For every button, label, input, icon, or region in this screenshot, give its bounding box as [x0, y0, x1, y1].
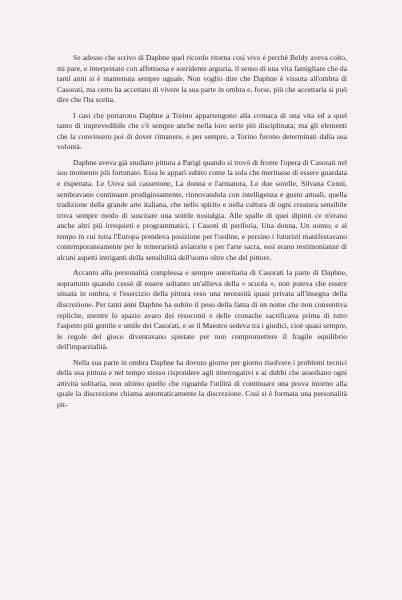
- body-text: [57, 53, 347, 411]
- paragraph: Daphne aveva già studiato pittura a Parigi quando si trovò di fronte l'opera di Casorati nel suo momento più fortunato. Essa le apparì subito come la sola che meritasse di essere guardata e rispettata. Le Uova sul cassettone, La donna e l'armatura, Le due sorelle, Silvana Cenni, sembravano continuare prodigiosamente, rinnovandola con intelligenza e gusto attuali, quella tradizione della grande arte italiana, che nello spirito e nella cultura di ogni creatura sensibile trova sempre modo di suscitare una sottile nostalgia. Alle spalle di quei dipinti ce n'erano anche altri più irrequieti e programmatici, i Casoni di periferia, Una donna, Un uomo; e al tempo in cui tutta l'Europa prendeva posizione per l'ordine, e persino i futuristi manifestavano contemporaneamente per le temerarietà aviatorie e per l'arte sacra, essi erano testimonianze di alcuni aspetti intriganti della sensibilità dell'uomo oltre che del pittore.: [57, 157, 347, 262]
- paragraph: I casi che portarono Daphne a Torino appartengono alla cronaca di una vita ed a quel tanto di imprevedibile che c'è sempre anche nella loro serie più disciplinata; ma gli elementi che la convinsero poi di dover rimanere, e per sempre, a Torino furono determinati dalla sua volontà.: [57, 110, 347, 152]
- paragraph: Se adesso che scrivo di Daphne quel ricordo ritorna così vivo è perchè Beldy aveva colto, mi pare, e interpretato con affettuosa e sorridente arguzia, il senso di una vita famigliare che da tanti anni si è mantenuta sempre uguale. Non voglio dire che Daphne è vissuta all'ombra di Casorati, ma certo ha accettato di vivere la sua parte in ombra e, forse, più che accettarla si può dire che l'ha scelta.: [57, 53, 347, 105]
- paragraph: Accanto alla personalità complessa e sempre autoritaria di Casorati la parte di Daphne, soprattutto quando cessò di essere soltanto un'allieva della « scuola », non poteva che essere situata in ombra, e l'esercizio della pittura reso una necessità quasi privata all'insegna della discrezione. Per tanti anni Daphne ha subito il peso della fama di un nome che non consentiva repliche, mentre lo spazio avaro dei resoconti e delle cronache sacrificava prima di tutto l'aspetto più gentile e umile dei Casorati, e se il Maestro sedeva tra i giudici, cioè quasi sempre, le regole del gioco diventavano spietate per non compromettere il fragile equilibrio dell'imparzialità.: [57, 268, 347, 352]
- paragraph: Nella sua parte in ombra Daphne ha dovuto giorno per giorno risolvere i problemi tecnici della sua pittura e nel tempo stesso rispondere agli interrogativi e ai dubbi che assediano ogni attività solitaria, non ultimo quello che riguarda l'utilità di continuare una prova intorno alla quale la discrezione chiama automaticamente la discrezione. Così si è formata una personalità pit-: [57, 357, 347, 409]
